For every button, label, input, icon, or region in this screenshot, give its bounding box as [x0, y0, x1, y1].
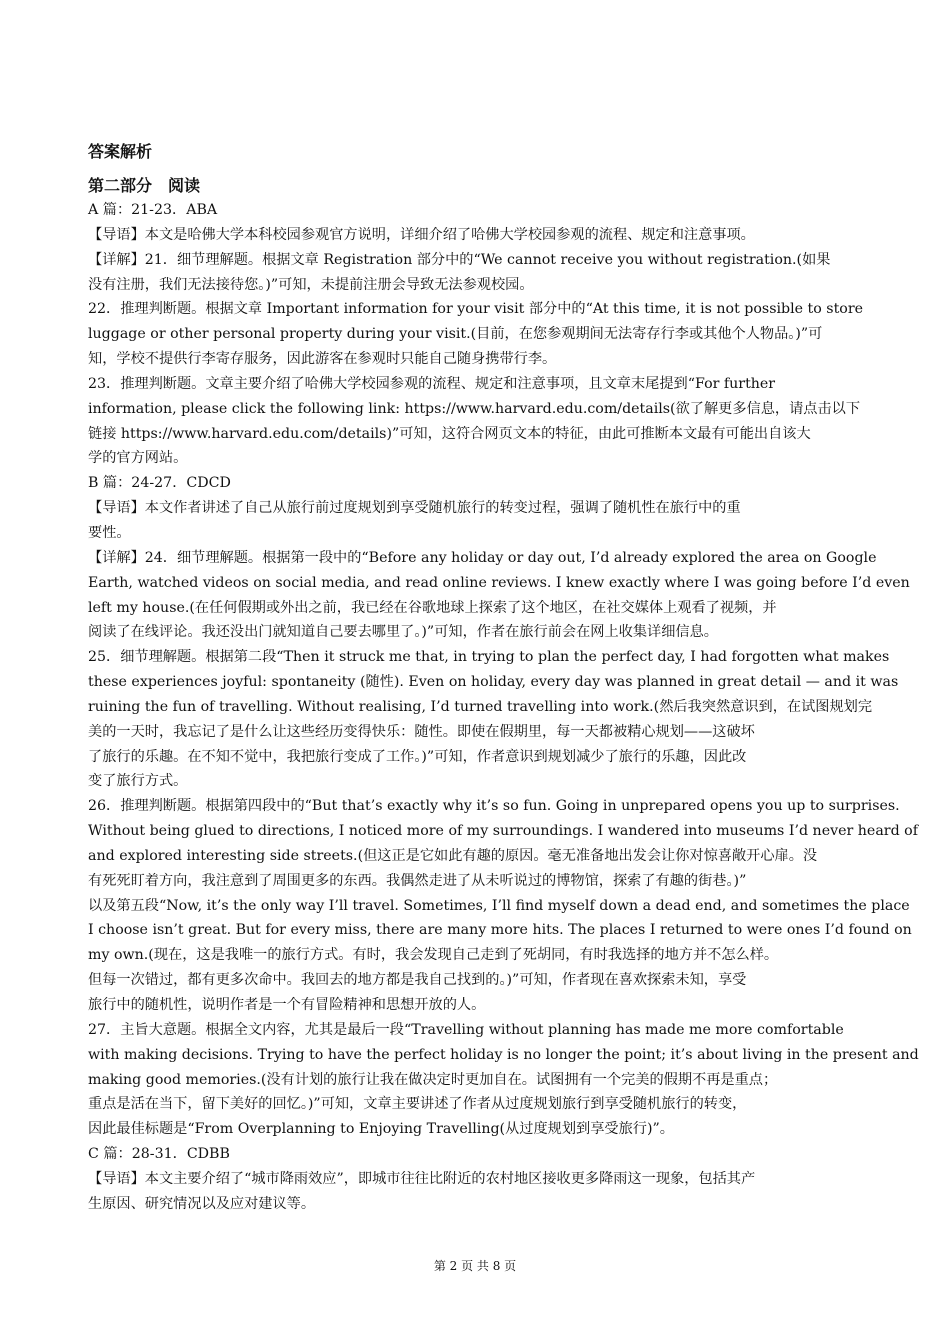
text-line: 学的官方网站。 [88, 450, 188, 467]
text-line: 美的一天时，我忘记了是什么让这些经历变得快乐：随性。即使在假期里，每一天都被精心规划——这破坏 [88, 723, 755, 740]
text-line: C 篇：28-31．CDBB [88, 1146, 230, 1163]
text-line: 没有注册，我们无法接待您。)”可知，未提前注册会导致无法参观校园。 [88, 276, 534, 293]
text-line: 变了旅行方式。 [88, 773, 188, 790]
text-line: luggage or other personal property during your visit.(目前，在您参观期间无法寄存行李或其他个人物品。)”可 [88, 326, 823, 343]
text-line: 以及第五段“Now, it’s the only way I’ll travel. Sometimes, I’ll find myself down a dead end, and sometimes the place [88, 897, 910, 914]
text-line: 23．推理判断题。文章主要介绍了哈佛大学校园参观的流程、规定和注意事项，且文章末尾提到“For further [88, 375, 776, 392]
text-line: 知，学校不提供行李寄存服务，因此游客在参观时只能自己随身携带行李。 [88, 351, 557, 368]
text-line: 生原因、研究情况以及应对建议等。 [88, 1195, 316, 1212]
answer-content [88, 140, 919, 1217]
text-line: Earth, watched videos on social media, and read online reviews. I knew exactly where I was going before I’d even [88, 574, 910, 591]
text-line: and explored interesting side streets.(但这正是它如此有趣的原因。毫无准备地出发会让你对惊喜敞开心扉。没 [88, 847, 818, 864]
text-line: 重点是活在当下，留下美好的回忆。)”可知，文章主要讲述了作者从过度规划旅行到享受随机旅行的转变， [88, 1096, 747, 1113]
text-line: these experiences joyful: spontaneity (随性). Even on holiday, every day was planned in great detail — and it was [88, 674, 899, 691]
text-line: 阅读了在线评论。我还没出门就知道自己要去哪里了。)”可知，作者在旅行前会在网上收集详细信息。 [88, 624, 718, 641]
text-line: 了旅行的乐趣。在不知不觉中，我把旅行变成了工作。)”可知，作者意识到规划减少了旅行的乐趣，因此改 [88, 748, 747, 765]
page-footer: 第 2 页 共 8 页 [433, 1259, 517, 1273]
text-line: 【导语】本文主要介绍了“城市降雨效应”，即城市往往比附近的农村地区接收更多降雨这一现象，包括其产 [88, 1170, 756, 1187]
text-line: making good memories.(没有计划的旅行让我在做决定时更加自在。试图拥有一个完美的假期不再是重点； [88, 1071, 778, 1088]
text-line: I choose isn’t great. But for every miss, there are many more hits. The places I returned to were ones I’d found on [88, 922, 912, 939]
text-line: 因此最佳标题是“From Overplanning to Enjoying Travelling(从过度规划到享受旅行)”。 [88, 1121, 674, 1138]
text-line: Without being glued to directions, I noticed more of my surroundings. I wandered into museums I’d never heard of [88, 823, 918, 840]
text-line: 【详解】24．细节理解题。根据第一段中的“Before any holiday or day out, I’d already explored the area on Google [88, 549, 877, 566]
text-line: 要性。 [88, 524, 131, 541]
text-line: 27．主旨大意题。根据全文内容，尤其是最后一段“Travelling without planning has made me more comfortable [88, 1021, 844, 1038]
text-line: 链接 https://www.harvard.edu.com/details)”可知，这符合网页文本的特征，由此可推断本文最有可能出自该大 [88, 425, 811, 442]
page-heading: 答案解析 [88, 142, 153, 161]
text-line: 26．推理判断题。根据第四段中的“But that’s exactly why it’s so fun. Going in unprepared opens you up to surprises. [88, 798, 900, 815]
text-line: 但每一次错过，都有更多次命中。我回去的地方都是我自己找到的。)”可知，作者现在喜欢探索未知，享受 [88, 972, 747, 989]
text-line: 【详解】21．细节理解题。根据文章 Registration 部分中的“We cannot receive you without registration.(如果 [88, 251, 831, 268]
text-line: 旅行中的随机性，说明作者是一个有冒险精神和思想开放的人。 [88, 997, 486, 1013]
text-line: with making decisions. Trying to have the perfect holiday is no longer the point; it’s about living in the present and [88, 1046, 919, 1063]
text-line: ruining the fun of travelling. Without realising, I’d turned travelling into work.(然后我突然意识到，在试图规划完 [88, 698, 873, 715]
section-heading: 第二部分 阅读 [88, 176, 201, 195]
text-line: 有死死盯着方向，我注意到了周围更多的东西。我偶然走进了从未听说过的博物馆，探索了有趣的街巷。)” [88, 872, 747, 889]
text-line: B 篇：24-27．CDCD [88, 475, 231, 492]
text-line: my own.(现在，这是我唯一的旅行方式。有时，我会发现自己走到了死胡同，有时我选择的地方并不怎么样。 [88, 947, 779, 964]
text-line: 25．细节理解题。根据第二段“Then it struck me that, in trying to plan the perfect day, I had forgotten what makes [88, 649, 890, 666]
text-line: left my house.(在任何假期或外出之前，我已经在谷歌地球上探索了这个地区，在社交媒体上观看了视频，并 [88, 599, 777, 616]
text-lines [88, 198, 919, 1217]
text-line: 22．推理判断题。根据文章 Important information for your visit 部分中的“At this time, it is not possible to store [88, 301, 863, 318]
text-line: 【导语】本文是哈佛大学本科校园参观官方说明，详细介绍了哈佛大学校园参观的流程、规定和注意事项。 [88, 226, 755, 243]
text-line: information, please click the following link: https://www.harvard.edu.com/details(欲了解更多信息，请点击以下 [88, 400, 861, 417]
text-line: A 篇：21-23．ABA [88, 202, 218, 218]
text-line: 【导语】本文作者讲述了自己从旅行前过度规划到享受随机旅行的转变过程，强调了随机性在旅行中的重 [88, 500, 741, 517]
